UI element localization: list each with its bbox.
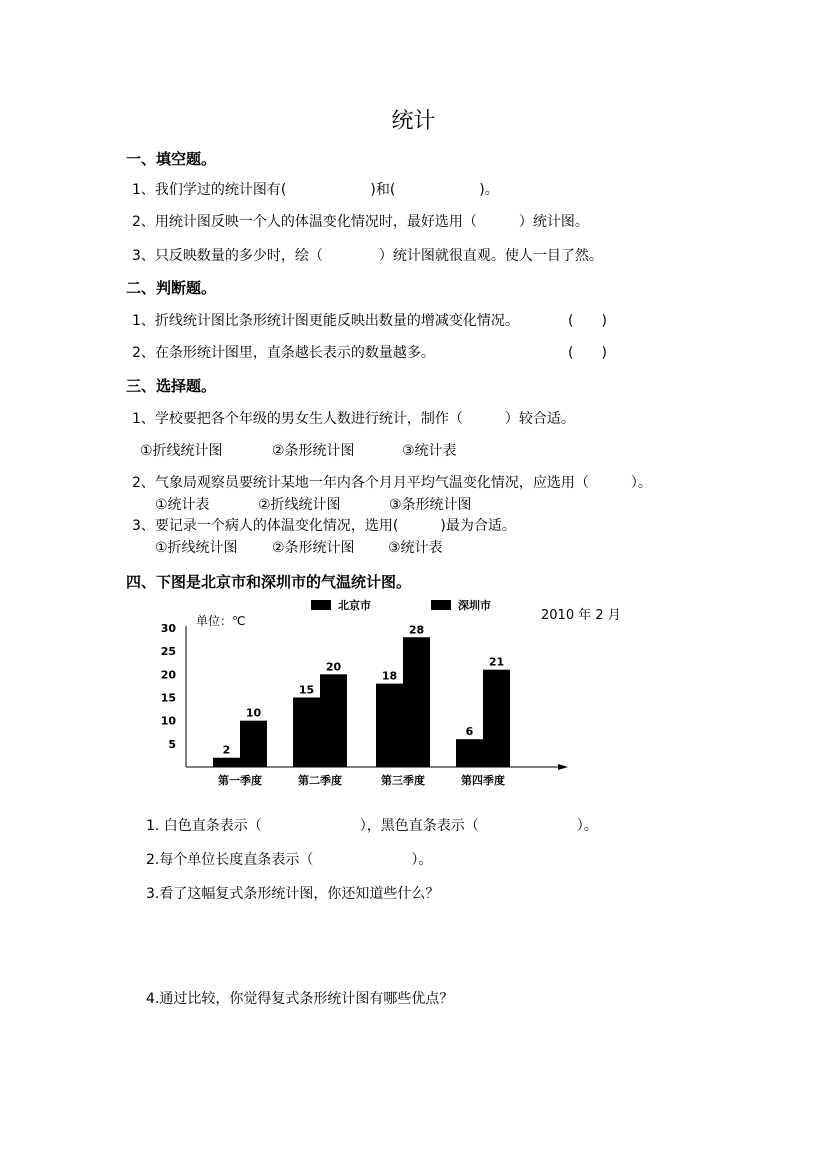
y-tick-label: 30: [160, 622, 176, 635]
bar-shenzhen: [320, 674, 347, 767]
bar-shenzhen: [403, 637, 430, 767]
legend-swatch: [431, 600, 451, 610]
legend-swatch: [311, 600, 331, 610]
x-axis-arrow: [558, 764, 568, 770]
s4-question-4: 4.通过比较，你觉得复式条形统计图有哪些优点？: [146, 991, 454, 1007]
x-tick-label: 第四季度: [461, 774, 505, 787]
bar-beijing: [376, 684, 403, 767]
legend-label: 深圳市: [458, 599, 491, 612]
s4-question-2: 2.每个单位长度直条表示（ ）。: [146, 852, 433, 868]
s3-q1-option: ②条形统计图: [272, 443, 355, 459]
s3-q1-option: ①折线统计图: [140, 443, 223, 459]
s3-question-1: 1、学校要把各个年级的男女生人数进行统计，制作（ ）较合适。: [132, 411, 575, 427]
bar-data-label: 28: [408, 623, 425, 637]
s1-question-3: 3、只反映数量的多少时，绘（ ）统计图就很直观。使人一目了然。: [132, 248, 603, 264]
s3-q3-option: ③统计表: [388, 540, 443, 556]
s3-q2-option: ②折线统计图: [258, 497, 341, 513]
bar-data-label: 20: [325, 660, 342, 674]
bar-beijing: [213, 758, 240, 767]
s3-q2-option: ③条形统计图: [389, 497, 472, 513]
y-tick-label: 10: [160, 714, 176, 728]
s3-q3-option: ①折线统计图: [155, 540, 238, 556]
section4-heading: 四、下图是北京市和深圳市的气温统计图。: [126, 573, 412, 591]
s2-question-2: 2、在条形统计图里，直条越长表示的数量越多。: [132, 345, 435, 361]
s3-q3-option: ②条形统计图: [272, 540, 355, 556]
s2-answer-paren-2: ( ): [568, 345, 607, 361]
legend-label: 北京市: [338, 599, 371, 612]
bar-data-label: 10: [245, 706, 262, 720]
bar-data-label: 2: [222, 743, 231, 757]
bar-beijing: [456, 739, 483, 767]
s1-question-1: 1、我们学过的统计图有( )和( )。: [132, 182, 499, 198]
chart-date-label: 2010 年 2 月: [541, 608, 621, 623]
s3-q1-option: ③统计表: [402, 443, 457, 459]
y-tick-label: 15: [160, 691, 176, 705]
s3-question-2: 2、气象局观察员要统计某地一年内各个月月平均气温变化情况，应选用（ ）。: [132, 475, 652, 491]
bar-data-label: 15: [298, 683, 315, 697]
section3-heading: 三、选择题。: [126, 377, 217, 395]
bar-data-label: 6: [465, 725, 474, 739]
bar-beijing: [293, 698, 320, 768]
x-tick-label: 第一季度: [218, 774, 262, 787]
s3-q2-option: ①统计表: [155, 497, 210, 513]
bar-shenzhen: [240, 721, 267, 767]
s1-question-2: 2、用统计图反映一个人的体温变化情况时，最好选用（ ）统计图。: [132, 214, 589, 230]
bar-data-label: 18: [381, 669, 398, 683]
s4-question-1: 1. 白色直条表示（ ），黑色直条表示（ ）。: [146, 818, 598, 834]
s3-question-3: 3、要记录一个病人的体温变化情况，选用( )最为合适。: [132, 518, 516, 534]
s2-question-1: 1、折线统计图比条形统计图更能反映出数量的增减变化情况。: [132, 313, 519, 329]
y-tick-label: 20: [160, 668, 176, 682]
section2-heading: 二、判断题。: [126, 279, 217, 297]
chart-unit-label: 单位：℃: [196, 614, 246, 628]
y-tick-label: 5: [168, 737, 176, 751]
section1-heading: 一、填空题。: [126, 150, 217, 168]
bar-data-label: 21: [488, 655, 505, 669]
bar-shenzhen: [483, 670, 510, 767]
s2-answer-paren-1: ( ): [568, 313, 607, 329]
x-tick-label: 第三季度: [381, 774, 425, 787]
x-tick-label: 第二季度: [298, 774, 342, 787]
y-tick-label: 25: [160, 645, 176, 659]
s4-question-3: 3.看了这幅复式条形统计图，你还知道些什么？: [146, 886, 440, 902]
page-title: 统计: [391, 109, 436, 134]
